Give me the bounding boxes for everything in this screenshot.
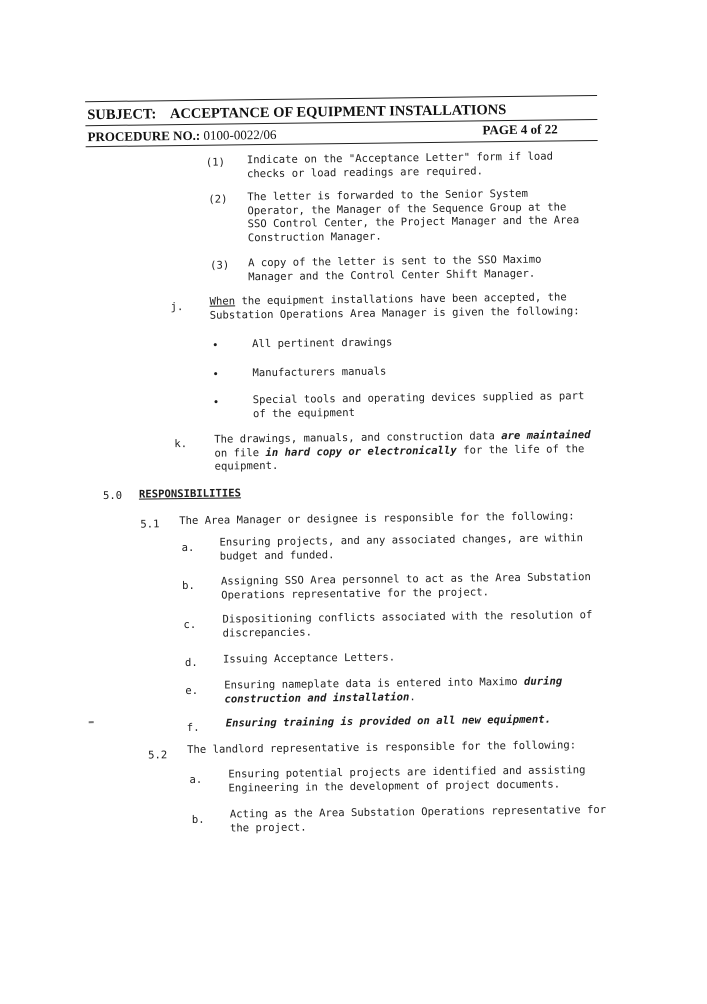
s51-a-line-2: budget and funded. bbox=[219, 548, 335, 563]
s52-a-label: a. bbox=[189, 773, 203, 786]
s52-b-line-2: the project. bbox=[229, 821, 307, 834]
s52-a-line-1: Ensuring potential projects are identified and assisting bbox=[228, 764, 586, 781]
page-number: PAGE 4 of 22 bbox=[482, 121, 558, 138]
s51-b-line-1: Assigning SSO Area personnel to act as the Area Substation bbox=[220, 571, 591, 588]
item-k-line-1-a: The drawings, manuals, and construction data bbox=[214, 430, 502, 446]
s52-intro: The landlord representative is responsible for the following: bbox=[186, 739, 577, 757]
item-1-line-2: checks or load readings are required. bbox=[246, 164, 484, 180]
item-k-line-1-b: are maintained bbox=[501, 429, 591, 443]
bullet-2-mark: • bbox=[212, 368, 219, 381]
s51-d-label: d. bbox=[184, 656, 198, 670]
bullet-1-mark: • bbox=[212, 339, 219, 352]
item-k-line-2-b: in hard copy or electronically bbox=[265, 444, 457, 459]
s51-e-line-2-a: construction and installation bbox=[224, 690, 410, 706]
s52-b-text bbox=[230, 804, 607, 836]
s51-c-line-1: Dispositioning conflicts associated with the resolution of bbox=[222, 609, 593, 626]
item-k-line-2-a: on file bbox=[214, 446, 266, 460]
s51-b-label: b. bbox=[181, 579, 195, 593]
item-1-text bbox=[247, 150, 553, 181]
s52-b-line-1: Acting as the Area Substation Operations representative for bbox=[229, 803, 607, 821]
item-k-line-2-c: for the life of the bbox=[456, 442, 585, 457]
s51-c-label: c. bbox=[183, 618, 197, 632]
subject-label: SUBJECT: bbox=[87, 106, 157, 124]
bullet-3-mark: • bbox=[212, 396, 220, 409]
s51-f-text: Ensuring training is provided on all new equipment. bbox=[225, 713, 552, 730]
section-number: 5.0 bbox=[102, 489, 123, 503]
s51-intro: The Area Manager or designee is responsible for the following: bbox=[179, 510, 575, 528]
s52-b-label: b. bbox=[191, 813, 205, 826]
item-2-line-1: The letter is forwarded to the Senior System bbox=[247, 187, 528, 204]
header-top-rule bbox=[85, 95, 597, 102]
s51-e-line-1-a: Ensuring nameplate data is entered into Maximo bbox=[224, 675, 525, 692]
s51-a-line-1: Ensuring projects, and any associated changes, are within bbox=[219, 532, 584, 549]
s51-c-line-2: discrepancies. bbox=[222, 625, 312, 640]
s52-number: 5.2 bbox=[148, 749, 168, 762]
item-j-when: When bbox=[209, 295, 236, 308]
scan-speck bbox=[89, 721, 94, 723]
item-2-line-4: Construction Manager. bbox=[247, 230, 382, 244]
s52-a-line-2: Engineering in the development of project documents. bbox=[228, 777, 561, 795]
s51-a-label: a. bbox=[181, 541, 195, 555]
item-1-line-1: Indicate on the "Acceptance Letter" form if load bbox=[246, 150, 554, 167]
s52-a-text bbox=[228, 764, 585, 795]
subject-text: ACCEPTANCE OF EQUIPMENT INSTALLATIONS bbox=[169, 102, 507, 123]
bullet-3-line-2: of the equipment bbox=[252, 406, 356, 420]
s51-a-text bbox=[219, 532, 583, 563]
s51-e-line-2 bbox=[224, 689, 562, 707]
item-j-text bbox=[209, 291, 579, 323]
s51-e-label: e. bbox=[185, 684, 199, 698]
item-1-label: (1) bbox=[205, 156, 226, 169]
s51-f-label: f. bbox=[186, 721, 200, 735]
s51-e-line-2-end: . bbox=[409, 690, 416, 703]
bullet-2-text: Manufacturers manuals bbox=[252, 365, 387, 380]
item-2-line-2: Operator, the Manager of the Sequence Group at the bbox=[247, 200, 567, 217]
s51-c-text bbox=[222, 609, 592, 641]
item-2-text bbox=[247, 187, 579, 245]
item-3-label: (3) bbox=[210, 259, 230, 272]
s51-number: 5.1 bbox=[140, 518, 160, 531]
item-3-line-2: Manager and the Control Center Shift Manager. bbox=[248, 267, 536, 283]
item-2-label: (2) bbox=[208, 193, 228, 206]
section-title: RESPONSIBILITIES bbox=[138, 487, 242, 501]
item-j-label: j. bbox=[170, 301, 184, 314]
s51-d-text: Issuing Acceptance Letters. bbox=[222, 651, 396, 666]
item-3-line-1: A copy of the letter is sent to the SSO Maximo bbox=[248, 253, 542, 270]
bullet-1-text: All pertinent drawings bbox=[252, 336, 393, 351]
s51-b-text bbox=[221, 571, 591, 603]
item-2-line-3: SSO Control Center, the Project Manager and the Area bbox=[247, 214, 580, 231]
bullet-3-line-1: Special tools and operating devices supplied as part bbox=[252, 390, 585, 407]
item-k-label: k. bbox=[174, 437, 188, 451]
item-k-text bbox=[214, 429, 591, 474]
item-k-line-3: equipment. bbox=[214, 459, 279, 473]
procedure-label: PROCEDURE NO.: bbox=[87, 127, 201, 145]
item-3-text bbox=[248, 254, 542, 285]
s51-b-line-2: Operations representative for the project. bbox=[221, 585, 490, 602]
s51-e-text bbox=[224, 675, 562, 706]
procedure-number: 0100-0022/06 bbox=[203, 126, 277, 143]
s51-e-line-1-b: during bbox=[523, 675, 563, 688]
procedure-line bbox=[87, 127, 276, 145]
bullet-3-text bbox=[253, 390, 585, 421]
item-j-line-2: Substation Operations Area Manager is given the following: bbox=[209, 304, 580, 322]
item-j-line-1-rest: the equipment installations have been accepted, the bbox=[235, 291, 567, 308]
